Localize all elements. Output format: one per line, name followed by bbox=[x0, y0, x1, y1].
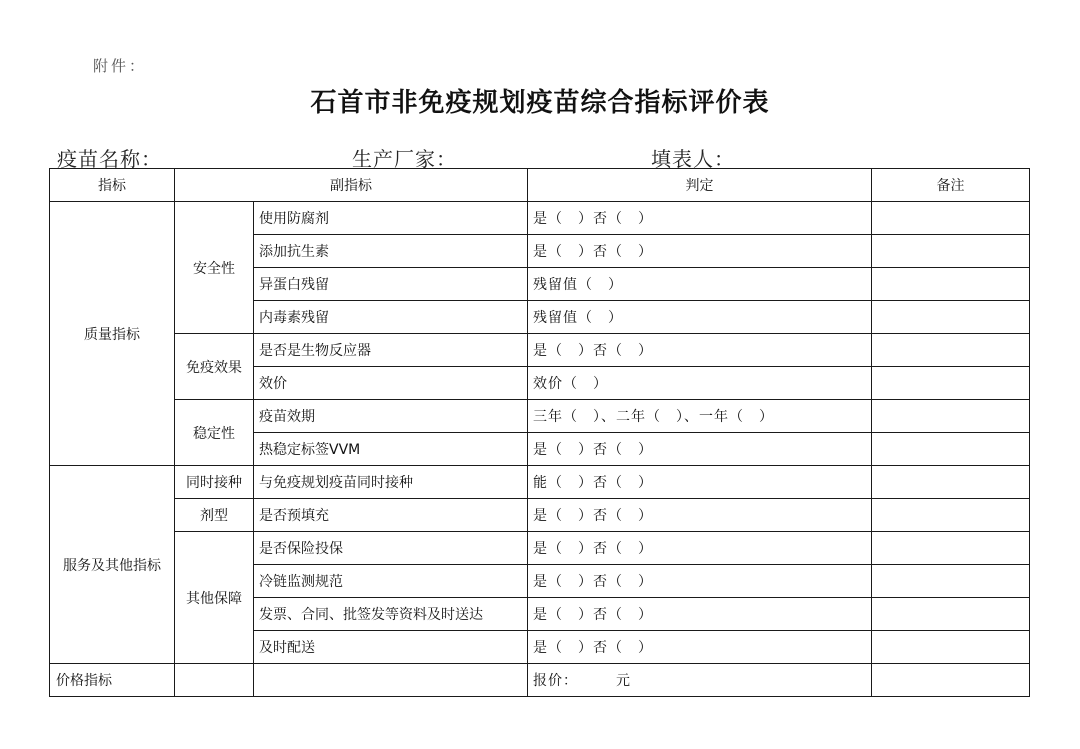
remark-cell[interactable] bbox=[872, 499, 1030, 532]
remark-cell[interactable] bbox=[872, 532, 1030, 565]
group-price: 价格指标 bbox=[50, 664, 175, 697]
remark-cell[interactable] bbox=[872, 400, 1030, 433]
remark-cell[interactable] bbox=[872, 301, 1030, 334]
item-prefilled: 是否预填充 bbox=[254, 499, 528, 532]
table-row bbox=[50, 334, 1030, 367]
item-insurance: 是否保险投保 bbox=[254, 532, 528, 565]
group-quality: 质量指标 bbox=[50, 202, 175, 466]
judge-cold-chain[interactable]: 是（ ）否（ ） bbox=[528, 565, 872, 598]
remark-cell[interactable] bbox=[872, 367, 1030, 400]
vaccine-name-label: 疫苗名称： bbox=[57, 147, 162, 171]
judge-endotoxin[interactable]: 残留值（ ） bbox=[528, 301, 872, 334]
remark-cell[interactable] bbox=[872, 631, 1030, 664]
item-delivery: 及时配送 bbox=[254, 631, 528, 664]
judge-bioreactor[interactable]: 是（ ）否（ ） bbox=[528, 334, 872, 367]
judge-delivery[interactable]: 是（ ）否（ ） bbox=[528, 631, 872, 664]
subgroup-stability: 稳定性 bbox=[175, 400, 254, 466]
header-remarks: 备注 bbox=[872, 169, 1030, 202]
judge-co-admin[interactable]: 能（ ）否（ ） bbox=[528, 466, 872, 499]
remark-cell[interactable] bbox=[872, 235, 1030, 268]
judge-potency[interactable]: 效价（ ） bbox=[528, 367, 872, 400]
item-endotoxin: 内毒素残留 bbox=[254, 301, 528, 334]
table-row bbox=[50, 400, 1030, 433]
subgroup-dosage-form: 剂型 bbox=[175, 499, 254, 532]
judge-validity[interactable]: 三年（ ）、二年（ ）、一年（ ） bbox=[528, 400, 872, 433]
subgroup-immune-effect: 免疫效果 bbox=[175, 334, 254, 400]
table-row bbox=[50, 202, 1030, 235]
item-cold-chain: 冷链监测规范 bbox=[254, 565, 528, 598]
remark-cell[interactable] bbox=[872, 466, 1030, 499]
item-potency: 效价 bbox=[254, 367, 528, 400]
judge-price[interactable]: 报价： 元 bbox=[528, 664, 872, 697]
judge-documents[interactable]: 是（ ）否（ ） bbox=[528, 598, 872, 631]
table-row bbox=[50, 532, 1030, 565]
item-antibiotic: 添加抗生素 bbox=[254, 235, 528, 268]
remark-cell[interactable] bbox=[872, 664, 1030, 697]
remark-cell[interactable] bbox=[872, 268, 1030, 301]
attachment-label: 附件： bbox=[93, 57, 148, 75]
header-indicator: 指标 bbox=[50, 169, 175, 202]
filler-label: 填表人： bbox=[651, 147, 735, 171]
header-sub-indicator: 副指标 bbox=[175, 169, 528, 202]
manufacturer-label: 生产厂家： bbox=[352, 147, 457, 171]
item-foreign-protein: 异蛋白残留 bbox=[254, 268, 528, 301]
page-title: 石首市非免疫规划疫苗综合指标评价表 bbox=[310, 88, 770, 118]
judge-insurance[interactable]: 是（ ）否（ ） bbox=[528, 532, 872, 565]
group-service: 服务及其他指标 bbox=[50, 466, 175, 664]
subgroup-co-admin: 同时接种 bbox=[175, 466, 254, 499]
evaluation-table bbox=[49, 168, 1030, 697]
table-row bbox=[50, 466, 1030, 499]
subgroup-other-guarantee: 其他保障 bbox=[175, 532, 254, 664]
item-vvm: 热稳定标签VVM bbox=[254, 433, 528, 466]
item-validity: 疫苗效期 bbox=[254, 400, 528, 433]
remark-cell[interactable] bbox=[872, 565, 1030, 598]
subgroup-safety: 安全性 bbox=[175, 202, 254, 334]
judge-foreign-protein[interactable]: 残留值（ ） bbox=[528, 268, 872, 301]
remark-cell[interactable] bbox=[872, 433, 1030, 466]
item-co-admin: 与免疫规划疫苗同时接种 bbox=[254, 466, 528, 499]
header-judgement: 判定 bbox=[528, 169, 872, 202]
table-row bbox=[50, 664, 1030, 697]
item-bioreactor: 是否是生物反应器 bbox=[254, 334, 528, 367]
empty-cell bbox=[175, 664, 254, 697]
item-documents: 发票、合同、批签发等资料及时送达 bbox=[254, 598, 528, 631]
judge-vvm[interactable]: 是（ ）否（ ） bbox=[528, 433, 872, 466]
remark-cell[interactable] bbox=[872, 202, 1030, 235]
table-row bbox=[50, 499, 1030, 532]
remark-cell[interactable] bbox=[872, 334, 1030, 367]
judge-preservative[interactable]: 是（ ）否（ ） bbox=[528, 202, 872, 235]
empty-cell bbox=[254, 664, 528, 697]
judge-prefilled[interactable]: 是（ ）否（ ） bbox=[528, 499, 872, 532]
judge-antibiotic[interactable]: 是（ ）否（ ） bbox=[528, 235, 872, 268]
table-header-row bbox=[50, 169, 1030, 202]
remark-cell[interactable] bbox=[872, 598, 1030, 631]
item-preservative: 使用防腐剂 bbox=[254, 202, 528, 235]
